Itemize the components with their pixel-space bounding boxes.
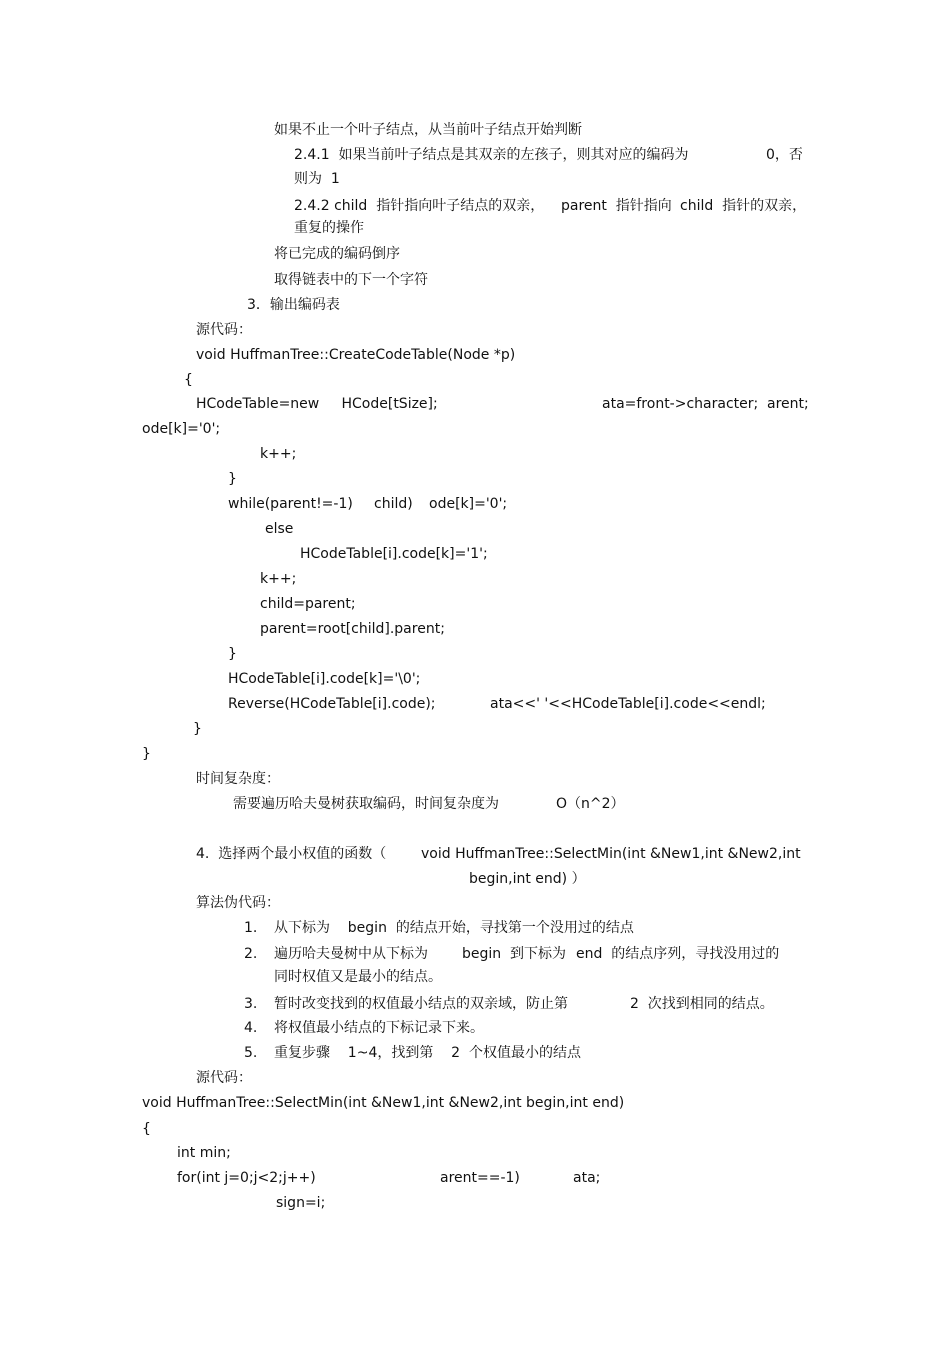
code-line: } xyxy=(193,721,202,737)
code-line: int min; xyxy=(177,1145,231,1161)
code-line: } xyxy=(228,646,237,662)
code-line: arent; xyxy=(767,396,809,412)
text-line: 2.4.1 如果当前叶子结点是其双亲的左孩子，则其对应的编码为 xyxy=(294,147,689,163)
code-line: HCodeTable[i].code[k]='1'; xyxy=(300,546,488,562)
text-line: 源代码： xyxy=(196,322,252,338)
code-line: { xyxy=(142,1121,151,1137)
text-line: 时间复杂度： xyxy=(196,771,280,787)
list-item: 遍历哈夫曼树中从下标为 xyxy=(274,946,428,962)
code-line: child) xyxy=(374,496,413,512)
code-line: Reverse(HCodeTable[i].code); xyxy=(228,696,436,712)
code-line: ode[k]='0'; xyxy=(429,496,508,512)
list-item: 从下标为 begin 的结点开始，寻找第一个没用过的结点 xyxy=(274,920,634,936)
text-line: 2.4.2 child 指针指向叶子结点的双亲， xyxy=(294,198,545,214)
text-line: 则为 1 xyxy=(294,171,340,187)
code-line: sign=i; xyxy=(276,1195,326,1211)
section-heading: 4. 选择两个最小权值的函数（ xyxy=(196,846,387,862)
list-number: 1. xyxy=(244,920,258,936)
code-line: begin,int end) ） xyxy=(469,871,586,887)
code-line: k++; xyxy=(260,571,297,587)
list-item: 暂时改变找到的权值最小结点的双亲域，防止第 xyxy=(274,996,568,1012)
code-line: } xyxy=(228,471,237,487)
text-line: child 指针的双亲， xyxy=(680,198,807,214)
code-line: else xyxy=(265,521,294,537)
list-number: 3. xyxy=(244,996,258,1012)
text-line: 取得链表中的下一个字符 xyxy=(274,272,428,288)
section-heading: 3．输出编码表 xyxy=(247,297,340,313)
list-item: begin 到下标为 xyxy=(462,946,567,962)
text-line: 如果不止一个叶子结点，从当前叶子结点开始判断 xyxy=(274,122,582,138)
code-line: { xyxy=(184,372,193,388)
list-item: 2 次找到相同的结点。 xyxy=(630,996,774,1012)
list-number: 2. xyxy=(244,946,258,962)
text-line: parent 指针指向 xyxy=(561,198,672,214)
code-line: void HuffmanTree::SelectMin(int &New1,int &New2,int begin,int end) xyxy=(142,1095,625,1111)
list-item: end 的结点序列，寻找没用过的 xyxy=(576,946,780,962)
code-line: arent==-1) xyxy=(440,1170,520,1186)
list-number: 5. xyxy=(244,1045,258,1061)
text-line: 需要遍历哈夫曼树获取编码，时间复杂度为 xyxy=(233,796,499,812)
code-line: HCodeTable=new HCode[tSize]; xyxy=(196,396,438,412)
code-line: parent=root[child].parent; xyxy=(260,621,445,637)
code-line: k++; xyxy=(260,446,297,462)
code-line: for(int j=0;j<2;j++) xyxy=(177,1170,316,1186)
text-line: 0，否 xyxy=(766,147,803,163)
list-item: 重复步骤 1~4，找到第 2 个权值最小的结点 xyxy=(274,1045,581,1061)
code-line: while(parent!=-1) xyxy=(228,496,353,512)
code-line: void HuffmanTree::SelectMin(int &New1,int &New2,int xyxy=(421,846,801,862)
list-item: 同时权值又是最小的结点。 xyxy=(274,969,442,985)
code-line: ata<<' '<<HCodeTable[i].code<<endl; xyxy=(490,696,766,712)
code-line: } xyxy=(142,746,151,762)
list-number: 4. xyxy=(244,1020,258,1036)
text-line: O（n^2） xyxy=(556,796,625,812)
code-line: ode[k]='0'; xyxy=(142,421,221,437)
text-line: 将已完成的编码倒序 xyxy=(274,246,400,262)
text-line: 重复的操作 xyxy=(294,220,364,236)
text-line: 源代码： xyxy=(196,1070,252,1086)
list-item: 将权值最小结点的下标记录下来。 xyxy=(274,1020,484,1036)
code-line: void HuffmanTree::CreateCodeTable(Node *p) xyxy=(196,347,516,363)
code-line: ata=front->character; xyxy=(602,396,759,412)
text-line: 算法伪代码： xyxy=(196,895,280,911)
code-line: ata; xyxy=(573,1170,601,1186)
code-line: HCodeTable[i].code[k]='\0'; xyxy=(228,671,421,687)
code-line: child=parent; xyxy=(260,596,356,612)
